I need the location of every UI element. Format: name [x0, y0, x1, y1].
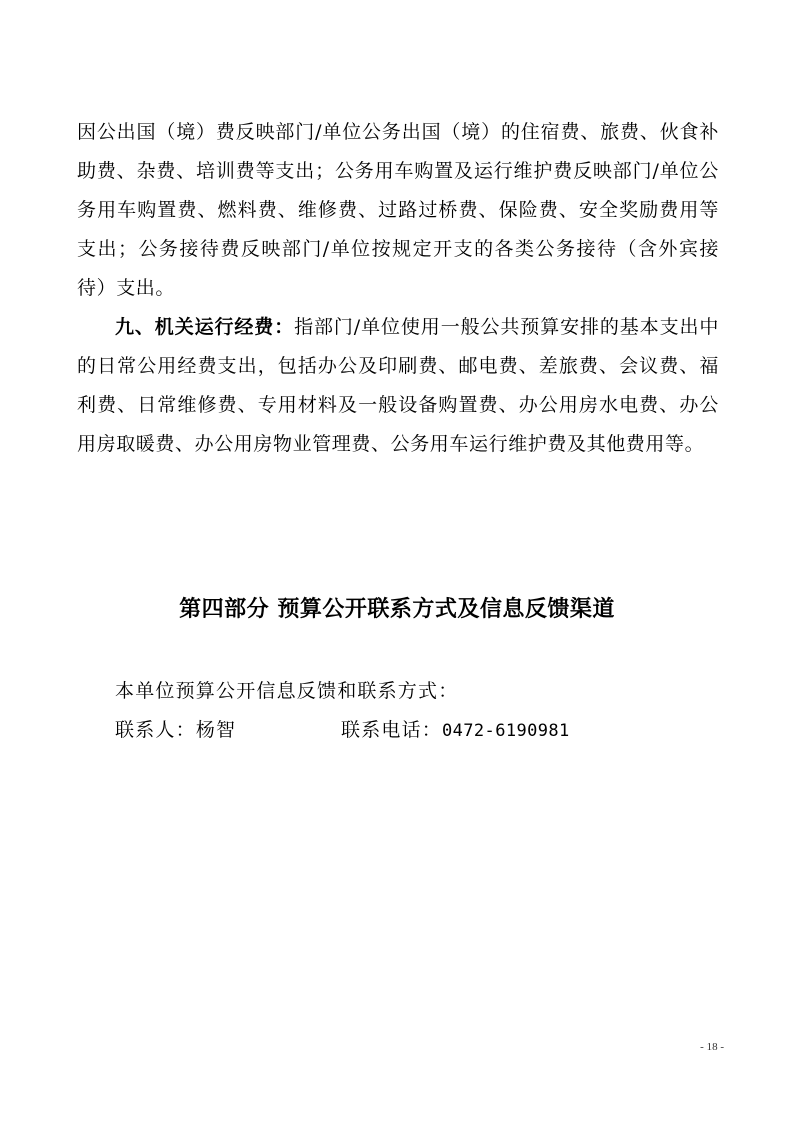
contact-person-label: 联系人： — [115, 719, 196, 741]
contact-phone-label: 联系电话： — [341, 719, 443, 741]
contact-person-name: 杨智 — [195, 719, 237, 741]
page-number: - 18 - — [700, 1041, 724, 1053]
section-title: 第四部分 预算公开联系方式及信息反馈渠道 — [179, 596, 615, 622]
item-body-agency-operating-expenses: 指部门/单位使用一般公共预算安排的基本支出中的日常公用经费支出，包括办公及印刷费、邮电费、差旅费、会议费、福利费、日常维修费、专用材料及一般设备购置费、办公用房水电费、办公用房取暖费、办公用房物业管理费、公务用车运行维护费及其他费用等。 — [77, 316, 720, 455]
contact-line — [115, 711, 570, 750]
contact-phone — [341, 711, 570, 751]
paragraph-public-expense-definitions: 因公出国（境）费反映部门/单位公务出国（境）的住宿费、旅费、伙食补助费、杂费、培训费等支出；公务用车购置及运行维护费反映部门/单位公务用车购置费、燃料费、维修费、过路过桥费、保险费、安全奖励费用等支出；公务接待费反映部门/单位按规定开支的各类公务接待（含外宾接待）支出。 — [77, 121, 719, 299]
item-heading-agency-operating-expenses: 九、机关运行经费： — [115, 316, 295, 338]
contact-intro: 本单位预算公开信息反馈和联系方式： — [115, 680, 459, 702]
contact-phone-number: 0472-6190981 — [442, 721, 570, 741]
paragraph-agency-operating-expenses — [77, 308, 719, 464]
